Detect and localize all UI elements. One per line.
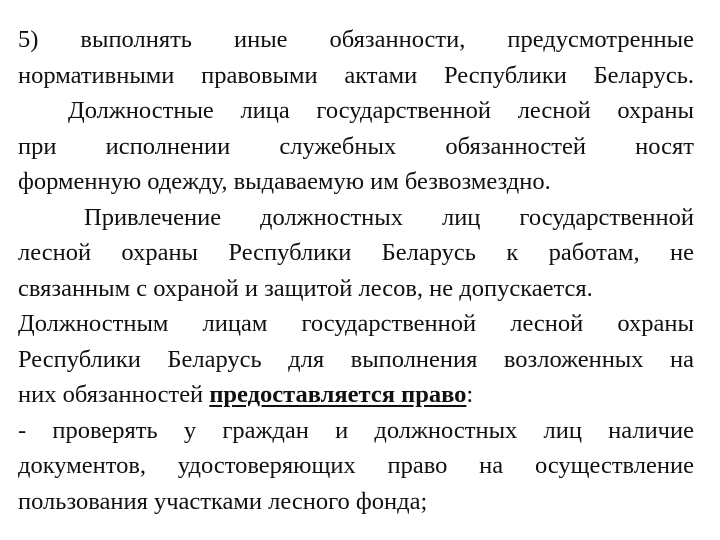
text-line-7: лесной охраны Республики Беларусь к работам, не xyxy=(18,239,694,266)
text-line-1: 5) выполнять иные обязанности, предусмотренные xyxy=(18,26,694,53)
text-line-6: Привлечение должностных лиц государственной xyxy=(84,203,694,231)
document-body xyxy=(18,22,694,519)
text-line-9: Должностным лицам государственной лесной охраны xyxy=(18,310,694,337)
text-line-11-suffix: : xyxy=(466,381,474,408)
text-line-11-prefix: них обязанностей xyxy=(18,381,210,408)
text-line-11 xyxy=(18,377,694,413)
text-line-3: Должностные лица государственной лесной охраны xyxy=(68,97,694,124)
text-line-4: при исполнении служебных обязанностей носят xyxy=(18,132,694,160)
text-line-14: пользования участками лесного фонда; xyxy=(18,487,428,515)
text-line-13: документов, удостоверяющих право на осуществление xyxy=(18,452,694,479)
text-line-5: форменную одежду, выдаваемую им безвозмездно. xyxy=(18,168,551,195)
emphasized-right-phrase: предоставляется право xyxy=(209,381,467,408)
text-line-2: нормативными правовыми актами Республики Беларусь. xyxy=(18,61,694,89)
text-line-10: Республики Беларусь для выполнения возложенных на xyxy=(18,345,694,373)
text-line-8: связанным с охраной и защитой лесов, не допускается. xyxy=(18,274,593,302)
text-line-12: - проверять у граждан и должностных лиц наличие xyxy=(18,416,694,444)
